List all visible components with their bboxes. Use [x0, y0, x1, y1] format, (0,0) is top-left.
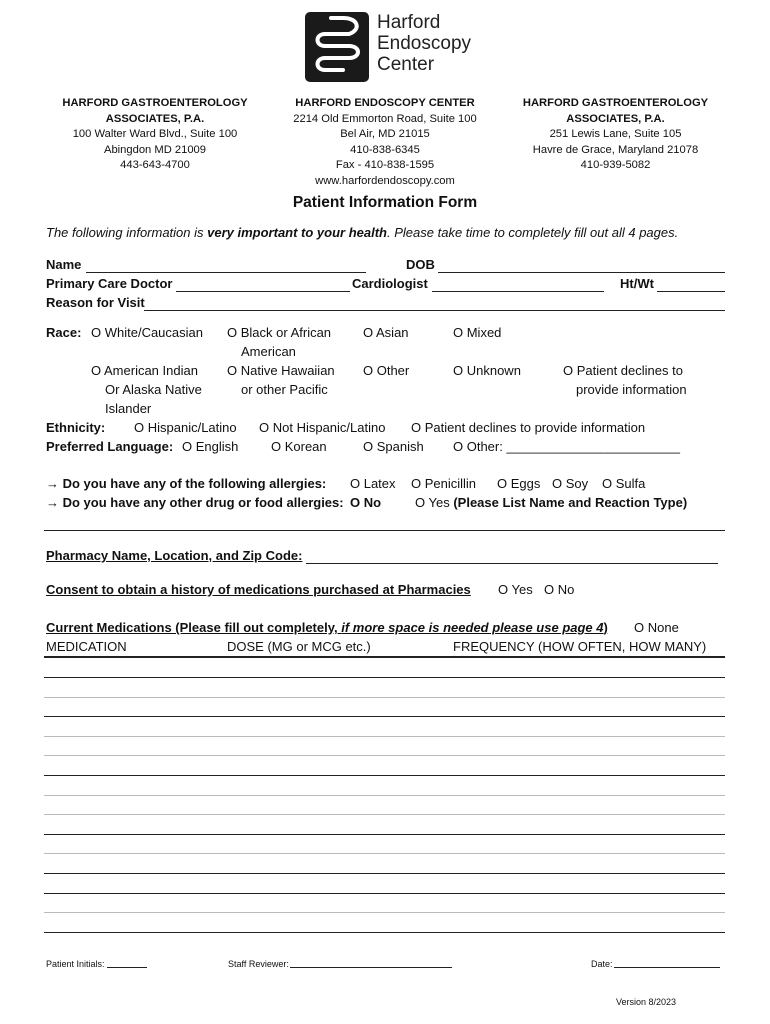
race-hawaiian-option[interactable]: O Native Hawaiian: [227, 363, 335, 378]
medication-row[interactable]: [44, 893, 725, 894]
medication-row[interactable]: [44, 834, 725, 835]
language-korean-option[interactable]: O Korean: [271, 439, 327, 454]
allergies-question: → Do you have any of the following allergies:: [46, 476, 327, 491]
ethnicity-not-hispanic-option[interactable]: O Not Hispanic/Latino: [259, 420, 386, 435]
reason-label: Reason for Visit: [46, 295, 145, 310]
col-dose: DOSE (MG or MCG etc.): [227, 639, 371, 654]
allergy-sulfa-option[interactable]: O Sulfa: [602, 476, 646, 491]
pharmacy-consent-label: Consent to obtain a history of medications purchased at Pharmacies: [46, 582, 471, 597]
pcp-field[interactable]: [176, 291, 350, 292]
language-label: Preferred Language:: [46, 439, 174, 454]
medication-row[interactable]: [44, 755, 725, 756]
page-title: Patient Information Form: [292, 194, 478, 211]
race-asian-option[interactable]: O Asian: [363, 325, 409, 340]
pharmacy-label: Pharmacy Name, Location, and Zip Code:: [46, 548, 303, 563]
cardiologist-label: Cardiologist: [352, 276, 428, 291]
medication-row[interactable]: [44, 716, 725, 717]
medication-row[interactable]: [44, 697, 725, 698]
col-frequency: FREQUENCY (HOW OFTEN, HOW MANY): [453, 639, 707, 654]
reason-field[interactable]: [144, 310, 725, 311]
dob-field[interactable]: [438, 272, 725, 273]
allergy-soy-option[interactable]: O Soy: [552, 476, 589, 491]
language-english-option[interactable]: O English: [182, 439, 239, 454]
medications-none-option[interactable]: O None: [634, 620, 679, 635]
race-white-option[interactable]: O White/Caucasian: [91, 325, 203, 340]
medication-row[interactable]: [44, 873, 725, 874]
staff-reviewer-field[interactable]: [290, 967, 452, 968]
medication-row[interactable]: [44, 912, 725, 913]
allergy-eggs-option[interactable]: O Eggs: [497, 476, 541, 491]
race-american-indian-line3: Islander: [105, 401, 152, 416]
race-declines-option[interactable]: O Patient declines to: [563, 363, 683, 378]
medication-row[interactable]: [44, 677, 725, 678]
dob-label: DOB: [406, 257, 435, 272]
language-other-option[interactable]: O Other: ________________________: [453, 439, 680, 454]
address-havre-de-grace: HARFORD GASTROENTEROLOGY ASSOCIATES, P.A. 251 Lewis Lane, Suite 105 Havre de Grace, Maryland 21078 410-939-5082: [522, 97, 709, 171]
medication-row[interactable]: [44, 775, 725, 776]
race-american-indian-option[interactable]: O American Indian: [91, 363, 198, 378]
address-bel-air: HARFORD ENDOSCOPY CENTER 2214 Old Emmorton Road, Suite 100 Bel Air, MD 21015 410-838-6345 Fax - 410-838-1595 www.harfordendoscopy.com: [293, 97, 477, 187]
language-spanish-option[interactable]: O Spanish: [363, 439, 424, 454]
logo-mark: [303, 10, 371, 84]
date-label: Date:: [591, 959, 613, 969]
name-field[interactable]: [86, 272, 366, 273]
allergy-penicillin-option[interactable]: O Penicillin: [411, 476, 477, 491]
pharmacy-consent-no[interactable]: O No: [544, 582, 575, 597]
htwt-label: Ht/Wt: [620, 276, 654, 291]
allergy-latex-option[interactable]: O Latex: [350, 476, 396, 491]
name-label: Name: [46, 257, 82, 272]
col-medication: MEDICATION: [46, 639, 127, 654]
other-allergies-no-option[interactable]: O No: [350, 495, 382, 510]
date-field[interactable]: [614, 967, 720, 968]
medication-row[interactable]: [44, 795, 725, 796]
intro-text: The following information is very important to your health. Please take time to completely fill out all 4 pages.: [46, 225, 679, 240]
race-black-option-line2: American: [241, 344, 296, 359]
pharmacy-field[interactable]: [306, 563, 718, 564]
race-declines-line2: provide information: [576, 382, 687, 397]
other-allergies-yes-option[interactable]: O Yes (Please List Name and Reaction Type): [415, 495, 688, 510]
address-abingdon: HARFORD GASTROENTEROLOGY ASSOCIATES, P.A. 100 Walter Ward Blvd., Suite 100 Abingdon MD 21009 443-643-4700: [62, 97, 248, 171]
race-black-option[interactable]: O Black or African: [227, 325, 332, 340]
medication-row[interactable]: [44, 853, 725, 854]
race-unknown-option[interactable]: O Unknown: [453, 363, 521, 378]
patient-initials-field[interactable]: [107, 967, 147, 968]
ethnicity-label: Ethnicity:: [46, 420, 106, 435]
htwt-field[interactable]: [657, 291, 725, 292]
race-other-option[interactable]: O Other: [363, 363, 410, 378]
version-label: Version 8/2023: [616, 997, 677, 1007]
allergies-detail-line[interactable]: [44, 530, 725, 531]
medication-row[interactable]: [44, 932, 725, 933]
staff-reviewer-label: Staff Reviewer:: [228, 959, 289, 969]
ethnicity-declines-option[interactable]: O Patient declines to provide information: [411, 420, 646, 435]
ethnicity-hispanic-option[interactable]: O Hispanic/Latino: [134, 420, 237, 435]
race-label: Race:: [46, 325, 82, 340]
other-allergies-question: → Do you have any other drug or food allergies:: [46, 495, 344, 510]
race-american-indian-line2: Or Alaska Native: [105, 382, 202, 397]
medication-row[interactable]: [44, 814, 725, 815]
race-hawaiian-line2: or other Pacific: [241, 382, 328, 397]
medication-row[interactable]: [44, 736, 725, 737]
medications-heading: Current Medications (Please fill out completely, if more space is needed please use page 4): [46, 620, 608, 635]
medications-header-rule: [44, 656, 725, 658]
pharmacy-consent-yes[interactable]: O Yes: [498, 582, 533, 597]
logo-wordmark: Harford Endoscopy Center: [377, 12, 472, 75]
race-mixed-option[interactable]: O Mixed: [453, 325, 502, 340]
pcp-label: Primary Care Doctor: [46, 276, 173, 291]
cardiologist-field[interactable]: [432, 291, 604, 292]
patient-initials-label: Patient Initials:: [46, 959, 105, 969]
